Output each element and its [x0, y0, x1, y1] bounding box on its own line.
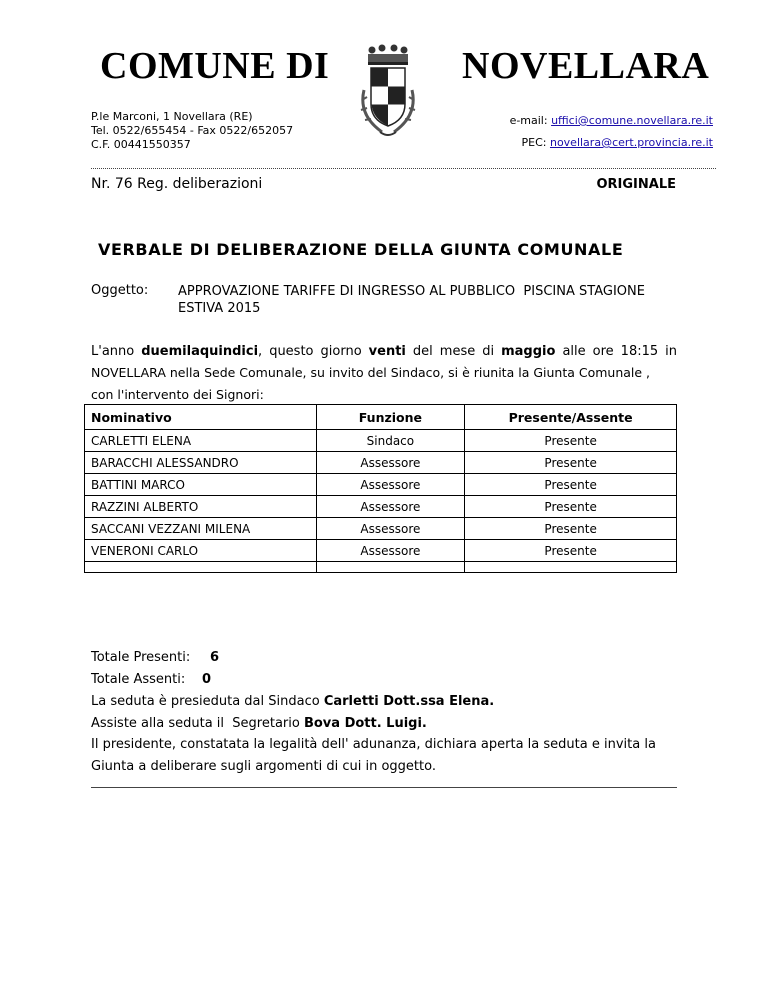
bottom-divider: [91, 787, 677, 788]
member-status: Presente: [465, 496, 677, 518]
pec-label: PEC:: [521, 136, 547, 149]
member-role: Assessore: [316, 518, 465, 540]
subject-line-2: ESTIVA 2015: [178, 301, 261, 316]
member-role: Assessore: [316, 474, 465, 496]
email-label: e-mail:: [509, 114, 548, 127]
tax-code-line: C.F. 00441550357: [91, 138, 191, 151]
pec-line: [521, 136, 713, 150]
intro-line-2: NOVELLARA nella Sede Comunale, su invito del Sindaco, si è riunita la Giunta Comunale ,: [91, 365, 651, 380]
member-status: Presente: [465, 474, 677, 496]
member-role: Sindaco: [316, 430, 465, 452]
table-row: [85, 540, 677, 562]
subject-label: Oggetto:: [91, 283, 149, 298]
intro-text: , questo giorno: [258, 344, 369, 359]
member-name: CARLETTI ELENA: [85, 430, 317, 452]
intro-line-1: [91, 344, 677, 359]
table-row: [85, 518, 677, 540]
pec-link[interactable]: novellara@cert.provincia.re.it: [549, 136, 713, 149]
total-present-label: Totale Presenti:: [91, 650, 191, 665]
total-absent-value: 0: [202, 672, 212, 687]
intro-line-3: con l'intervento dei Signori:: [91, 387, 264, 402]
address-block: [91, 110, 293, 152]
member-name: BARACCHI ALESSANDRO: [85, 452, 317, 474]
email-link[interactable]: uffici@comune.novellara.re.it: [551, 114, 713, 127]
member-name: RAZZINI ALBERTO: [85, 496, 317, 518]
intro-text: alle ore 18:15 in: [555, 344, 678, 359]
original-badge: ORIGINALE: [596, 177, 676, 192]
secretary-name: Bova Dott. Luigi.: [303, 716, 427, 731]
attendance-table: [84, 404, 677, 573]
main-title: VERBALE DI DELIBERAZIONE DELLA GIUNTA COMUNALE: [98, 240, 624, 259]
intro-text: L'anno: [91, 344, 142, 359]
table-row: [85, 452, 677, 474]
column-header: Nominativo: [85, 405, 317, 430]
total-absent-label: Totale Assenti:: [91, 672, 186, 687]
member-status: Presente: [465, 540, 677, 562]
closing-text: Assiste alla seduta il Segretario: [91, 716, 304, 731]
intro-day: venti: [368, 344, 406, 359]
member-role: Assessore: [316, 540, 465, 562]
header-title-right: NOVELLARA: [462, 45, 710, 87]
member-name: SACCANI VEZZANI MILENA: [85, 518, 317, 540]
email-line: [510, 114, 713, 128]
table-row: [85, 474, 677, 496]
member-status: Presente: [465, 452, 677, 474]
subject-text: [178, 283, 645, 317]
table-header-row: [85, 405, 677, 430]
table-row-empty: [85, 562, 677, 573]
intro-year: duemilaquindici: [141, 344, 259, 359]
member-role: Assessore: [316, 496, 465, 518]
closing-line-2: [91, 716, 427, 731]
intro-month: maggio: [501, 344, 556, 359]
closing-text: La seduta è presieduta dal Sindaco: [91, 694, 324, 709]
table-row: [85, 496, 677, 518]
registry-number: Nr. 76 Reg. deliberazioni: [91, 176, 263, 192]
coat-of-arms-emblem: [352, 40, 424, 140]
column-header: Funzione: [316, 405, 465, 430]
phone-line: Tel. 0522/655454 - Fax 0522/652057: [91, 124, 294, 137]
closing-line-1: [91, 694, 494, 709]
member-role: Assessore: [316, 452, 465, 474]
member-status: Presente: [465, 518, 677, 540]
column-header: Presente/Assente: [465, 405, 677, 430]
president-name: Carletti Dott.ssa Elena.: [323, 694, 495, 709]
member-status: Presente: [465, 430, 677, 452]
header-title-left: COMUNE DI: [100, 45, 330, 87]
intro-text: del mese di: [405, 344, 502, 359]
subject-line-1: APPROVAZIONE TARIFFE DI INGRESSO AL PUBBLICO PISCINA STAGIONE: [178, 284, 645, 299]
closing-line-3: Il presidente, constatata la legalità dell' adunanza, dichiara aperta la seduta e invita la: [91, 737, 656, 752]
member-name: BATTINI MARCO: [85, 474, 317, 496]
closing-line-4: Giunta a deliberare sugli argomenti di cui in oggetto.: [91, 759, 436, 774]
member-name: VENERONI CARLO: [85, 540, 317, 562]
header-divider: [91, 168, 716, 169]
address-line: P.le Marconi, 1 Novellara (RE): [91, 110, 253, 123]
table-row: [85, 430, 677, 452]
total-present-value: 6: [210, 650, 220, 665]
